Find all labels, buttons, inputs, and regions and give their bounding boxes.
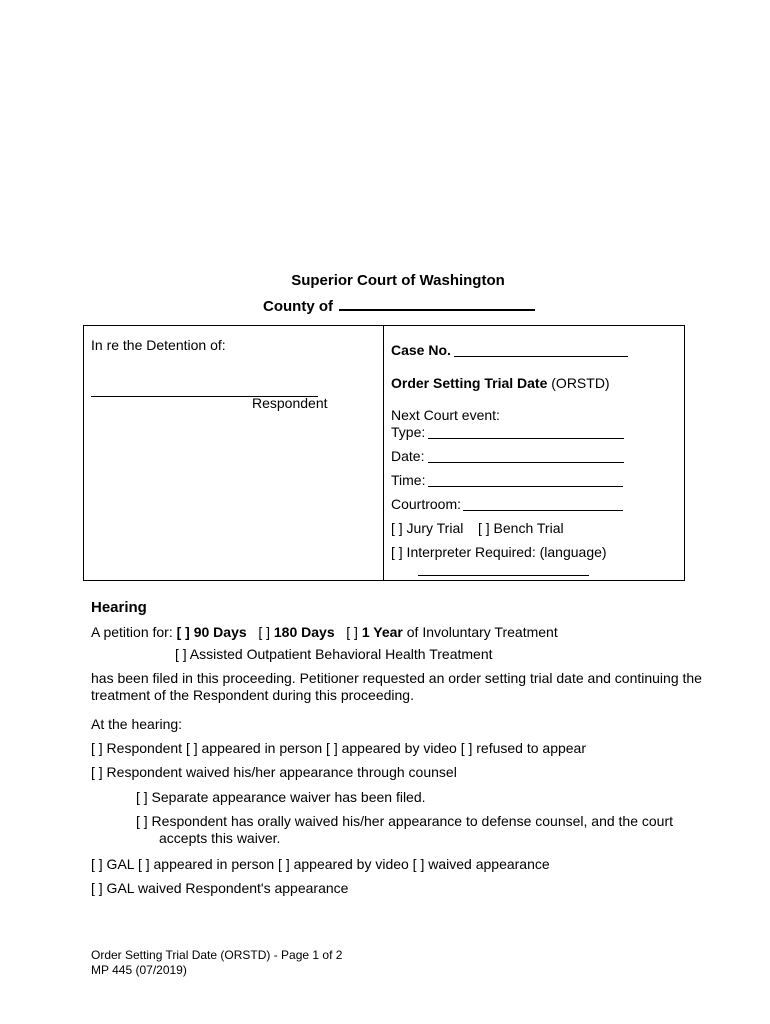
language-blank[interactable] — [418, 575, 589, 576]
jury-trial-checkbox[interactable]: [ ] Jury Trial — [391, 520, 464, 536]
case-no-label: Case No. — [391, 342, 451, 358]
county-blank[interactable] — [339, 295, 535, 311]
checkbox-180-days[interactable]: [ ] — [258, 624, 270, 640]
next-event-label: Next Court event: — [391, 407, 500, 423]
respondent-label: Respondent — [252, 395, 328, 411]
caption-box — [83, 325, 685, 581]
orally-waived-checkbox[interactable]: [ ] Respondent has orally waived his/her appearance to defense counsel, and the court — [136, 813, 674, 829]
time-blank[interactable] — [428, 486, 623, 487]
hearing-heading: Hearing — [91, 599, 147, 616]
petition-prefix: A petition for: — [91, 624, 173, 640]
gal-appearance-row[interactable]: [ ] GAL [ ] appeared in person [ ] appeared by video [ ] waived appearance — [91, 856, 550, 872]
date-blank[interactable] — [428, 462, 624, 463]
label-180-days: 180 Days — [273, 624, 335, 640]
petition-line — [91, 624, 558, 640]
document-title-abbr: (ORSTD) — [551, 375, 610, 391]
date-label: Date: — [391, 448, 425, 464]
label-90-days: 90 Days — [193, 624, 247, 640]
county-label: County of — [263, 298, 333, 315]
orally-waived-continuation: accepts this waiver. — [159, 830, 281, 846]
courtroom-label: Courtroom: — [391, 496, 462, 512]
filed-paragraph-line1: has been filed in this proceeding. Petitioner requested an order setting trial date and continuing the — [91, 670, 702, 686]
label-1-year: 1 Year — [361, 624, 403, 640]
checkbox-90-days[interactable]: [ ] — [176, 624, 190, 640]
county-line — [263, 295, 535, 315]
waived-through-counsel-checkbox[interactable]: [ ] Respondent waived his/her appearance through counsel — [91, 764, 457, 780]
court-title: Superior Court of Washington — [291, 272, 505, 289]
involuntary-treatment-text: of Involuntary Treatment — [406, 624, 558, 640]
document-title-bold: Order Setting Trial Date — [391, 375, 548, 391]
time-label: Time: — [391, 472, 426, 488]
checkbox-1-year[interactable]: [ ] — [346, 624, 358, 640]
document-title — [391, 375, 610, 391]
separate-waiver-checkbox[interactable]: [ ] Separate appearance waiver has been filed. — [136, 789, 426, 805]
footer-form-number: MP 445 (07/2019) — [91, 963, 187, 977]
type-blank[interactable] — [428, 438, 624, 439]
gal-waived-checkbox[interactable]: [ ] GAL waived Respondent's appearance — [91, 880, 349, 896]
in-re-label: In re the Detention of: — [91, 337, 226, 353]
caption-divider — [383, 325, 384, 581]
case-no-blank[interactable] — [454, 356, 628, 357]
interpreter-checkbox[interactable]: [ ] Interpreter Required: (language) — [391, 544, 607, 560]
filed-paragraph-line2: treatment of the Respondent during this proceeding. — [91, 687, 414, 703]
courtroom-blank[interactable] — [463, 510, 623, 511]
at-hearing-label: At the hearing: — [91, 716, 183, 732]
assisted-outpatient-checkbox[interactable]: [ ] Assisted Outpatient Behavioral Health Treatment — [175, 646, 493, 662]
type-label: Type: — [391, 424, 426, 440]
bench-trial-checkbox[interactable]: [ ] Bench Trial — [478, 520, 564, 536]
footer-page-info: Order Setting Trial Date (ORSTD) - Page 1 of 2 — [91, 948, 343, 962]
respondent-appearance-row[interactable]: [ ] Respondent [ ] appeared in person [ ] appeared by video [ ] refused to appear — [91, 740, 586, 756]
